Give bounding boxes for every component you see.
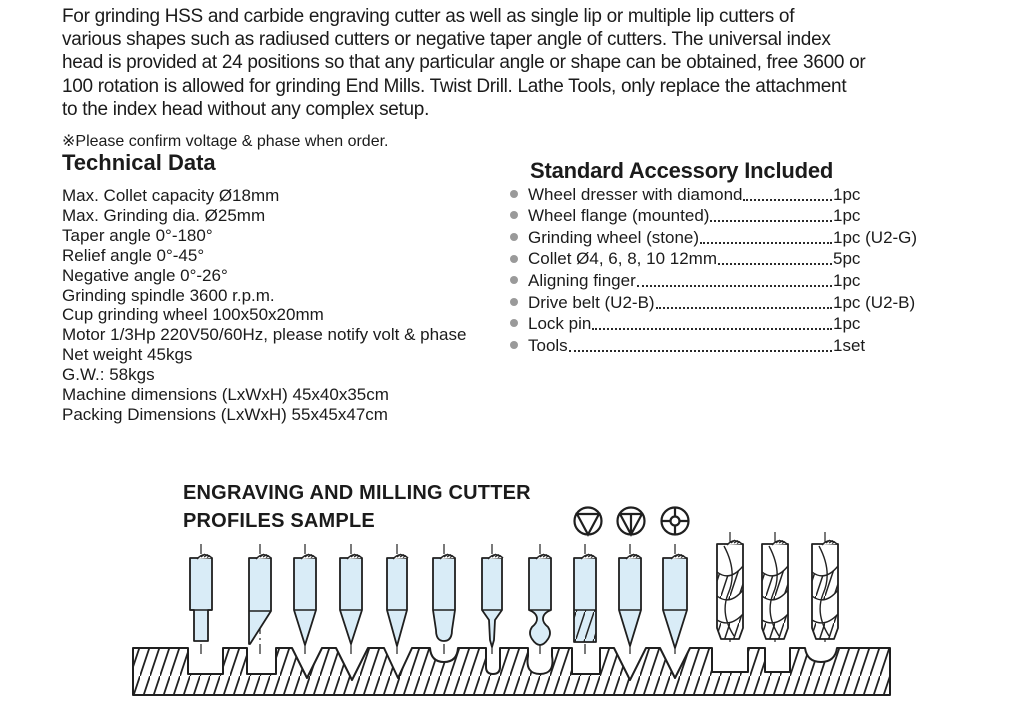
bullet-icon (510, 211, 518, 219)
dotted-leader (637, 285, 832, 287)
accessory-row (510, 269, 925, 291)
single-lip-cross-section-icon (575, 508, 602, 535)
tech-item: Net weight 45kgs (62, 345, 193, 365)
tech-item: Packing Dimensions (LxWxH) 55x45x47cm (62, 404, 388, 424)
bullet-icon (510, 255, 518, 263)
accessory-qty: 1pc (U2-B) (833, 292, 916, 312)
dotted-leader (656, 307, 832, 309)
tech-item: Motor 1/3Hp 220V50/60Hz, please notify volt & phase (62, 325, 467, 345)
v-point-cutter (387, 544, 408, 654)
accessory-label: Grinding wheel (stone) (528, 227, 700, 247)
tech-item: G.W.: 58kgs (62, 365, 155, 385)
bullet-icon (510, 190, 518, 198)
accessory-qty: 1set (833, 335, 866, 355)
accessory-label: Collet Ø4, 6, 8, 10 12mm (528, 249, 717, 269)
v-point-cutter (340, 544, 362, 654)
cutter-profiles-diagram (0, 466, 1015, 706)
intro-line: to the index head without any complex setup. (62, 98, 430, 120)
accessory-qty: 1pc (833, 184, 861, 204)
tech-item: Grinding spindle 3600 r.p.m. (62, 285, 275, 305)
tech-item: Relief angle 0°-45° (62, 245, 205, 265)
profiles-heading-line: PROFILES SAMPLE (183, 510, 375, 532)
workpiece-strip (133, 648, 890, 695)
accessory-qty: 1pc (833, 314, 861, 334)
accessory-row (510, 226, 925, 248)
voltage-note: ※Please confirm voltage & phase when order. (62, 133, 389, 150)
twist-drill (717, 532, 743, 642)
accessories-list (510, 183, 925, 356)
bevel-cutter (249, 544, 271, 654)
square-end-cutter (574, 544, 596, 654)
dotted-leader (718, 263, 832, 265)
technical-data-list (62, 186, 466, 425)
accessory-row (510, 313, 925, 335)
tech-item: Max. Grinding dia. Ø25mm (62, 205, 266, 225)
accessory-qty: 1pc (833, 206, 861, 226)
bullet-icon (510, 298, 518, 306)
tech-item: Max. Collet capacity Ø18mm (62, 186, 280, 205)
bullet-icon (510, 276, 518, 284)
tech-item: Machine dimensions (LxWxH) 45x40x35cm (62, 385, 389, 405)
dotted-leader (700, 242, 832, 244)
bullet-icon (510, 319, 518, 327)
profiles-heading-line: ENGRAVING AND MILLING CUTTER (183, 482, 531, 504)
accessory-qty: 1pc (833, 270, 861, 290)
accessory-row (510, 205, 925, 227)
round-nose-cutter (433, 544, 455, 654)
accessory-row (510, 334, 925, 356)
flat-step-cutter (190, 544, 212, 654)
accessory-row (510, 183, 925, 205)
twist-drill (812, 532, 838, 642)
intro-paragraph (62, 5, 962, 121)
dotted-leader (569, 350, 832, 352)
accessory-label: Aligning finger (528, 270, 636, 290)
accessory-label: Drive belt (U2-B) (528, 292, 655, 312)
intro-line: 100 rotation is allowed for grinding End Mills. Twist Drill. Lathe Tools, only replace the attachment (62, 75, 847, 97)
accessory-row (510, 248, 925, 270)
accessory-qty: 1pc (U2-G) (833, 227, 918, 247)
intro-line: For grinding HSS and carbide engraving cutter as well as single lip or multiple lip cutters of (62, 6, 795, 27)
v-point-cutter (294, 544, 316, 654)
accessory-row (510, 291, 925, 313)
tech-item: Cup grinding wheel 100x50x20mm (62, 305, 324, 325)
accessory-label: Wheel flange (mounted) (528, 206, 710, 226)
accessories-title: Standard Accessory Included (530, 158, 834, 183)
v-point-cutter (663, 544, 687, 654)
three-flute-cross-section-icon (618, 508, 645, 535)
tech-item: Taper angle 0°-180° (62, 225, 213, 245)
intro-line: various shapes such as radiused cutters or negative taper angle of cutters. The universal index (62, 29, 831, 51)
dotted-leader (743, 199, 832, 201)
v-point-cutter (619, 544, 641, 654)
accessory-label: Lock pin (528, 314, 592, 334)
accessory-label: Wheel dresser with diamond (528, 184, 743, 204)
bullet-icon (510, 341, 518, 349)
accessory-label: Tools (528, 335, 568, 355)
technical-data-title: Technical Data (62, 150, 216, 175)
dotted-leader (710, 220, 832, 222)
radius-profile-cutter (529, 544, 551, 654)
needle-point-cutter (482, 544, 503, 654)
tech-item: Negative angle 0°-26° (62, 265, 228, 285)
dotted-leader (592, 328, 832, 330)
twist-drill (762, 532, 788, 642)
four-flute-cross-section-icon (662, 508, 689, 535)
intro-line: head is provided at 24 positions so that any particular angle or shape can be obtained, free 3600 or (62, 52, 866, 74)
bullet-icon (510, 233, 518, 241)
accessory-qty: 5pc (833, 249, 861, 269)
